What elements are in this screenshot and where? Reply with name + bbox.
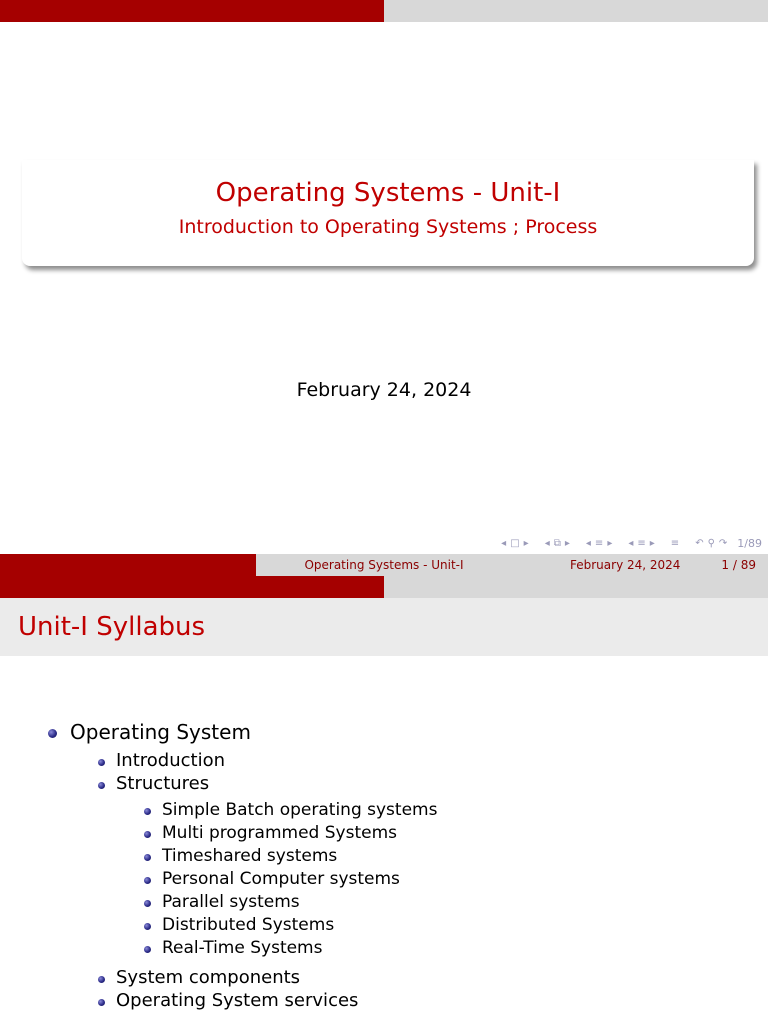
bullet-icon — [144, 900, 151, 907]
header-bar — [0, 576, 768, 598]
list-item — [162, 823, 397, 843]
footer-segment-red — [0, 554, 256, 576]
list-item — [162, 892, 300, 912]
list-item — [162, 869, 400, 889]
list-item-text: Distributed Systems — [162, 915, 335, 935]
header-bar-gray — [384, 576, 768, 598]
list-item-text: Parallel systems — [162, 892, 300, 912]
bullet-icon — [144, 831, 151, 838]
list-item-text: Structures — [116, 773, 210, 794]
bullet-icon — [98, 782, 105, 789]
nav-subsection-next-icon[interactable]: ▸ — [607, 537, 613, 549]
list-item-text: Multi programmed Systems — [162, 823, 397, 843]
footer-title: Operating Systems - Unit-I — [256, 554, 512, 576]
bullet-icon — [98, 976, 105, 983]
list-item — [70, 720, 251, 744]
bullet-icon — [144, 946, 151, 953]
list-item-text: Personal Computer systems — [162, 869, 400, 889]
nav-section-next-icon[interactable]: ▸ — [649, 537, 655, 549]
list-item — [162, 915, 334, 935]
header-bar-red — [0, 0, 384, 22]
list-item — [116, 967, 300, 988]
header-bar — [0, 0, 768, 22]
list-item — [162, 938, 322, 958]
list-item — [116, 990, 358, 1011]
list-item-text: Simple Batch operating systems — [162, 800, 438, 820]
bullet-icon — [144, 854, 151, 861]
bullet-icon — [144, 808, 151, 815]
nav-back-icon[interactable]: ↶ — [695, 537, 704, 549]
nav-section-icon[interactable]: ≡ — [637, 537, 646, 549]
bullet-icon — [98, 999, 105, 1006]
navigation-symbols — [501, 533, 762, 553]
list-item-text: Operating System services — [116, 990, 359, 1011]
presentation-date: February 24, 2024 — [296, 379, 472, 401]
presentation-title: Operating Systems - Unit-I — [215, 178, 561, 208]
header-bar-red — [0, 576, 384, 598]
nav-slide-next-icon[interactable]: ▸ — [523, 537, 529, 549]
list-item-text: Real-Time Systems — [162, 938, 323, 958]
list-item — [116, 773, 209, 794]
bullet-icon — [144, 877, 151, 884]
bullet-icon — [48, 729, 57, 738]
nav-subsection-icon[interactable]: ≡ — [594, 537, 604, 549]
footer-page: 1 / 89 — [721, 558, 756, 572]
presentation-subtitle: Introduction to Operating Systems ; Process — [178, 216, 598, 238]
footer-bar — [0, 554, 768, 576]
list-item-text: Operating System — [70, 720, 251, 744]
page-indicator: 1/89 — [737, 536, 762, 550]
list-item-text: Introduction — [116, 750, 226, 771]
frame-title: Unit-I Syllabus — [0, 598, 768, 656]
nav-slide-icon[interactable]: □ — [510, 537, 520, 549]
footer-right — [512, 554, 768, 576]
nav-section-prev-icon[interactable]: ◂ — [628, 537, 634, 549]
nav-frame-prev-icon[interactable]: ◂ — [544, 537, 550, 549]
bullet-icon — [144, 923, 151, 930]
nav-frame-next-icon[interactable]: ▸ — [564, 537, 570, 549]
list-item-text: Timeshared systems — [162, 846, 338, 866]
syllabus-slide — [0, 576, 768, 1024]
nav-document-icon[interactable]: ≡ — [670, 537, 680, 549]
list-item — [162, 800, 437, 820]
footer-date: February 24, 2024 — [570, 558, 681, 572]
list-item — [116, 750, 225, 771]
title-box — [22, 160, 754, 266]
nav-subsection-prev-icon[interactable]: ◂ — [585, 537, 591, 549]
header-bar-gray — [384, 0, 768, 22]
nav-forward-icon[interactable]: ↷ — [718, 537, 728, 549]
nav-search-icon[interactable]: ⚲ — [707, 537, 715, 549]
nav-slide-prev-icon[interactable]: ◂ — [501, 537, 507, 549]
nav-frame-icon[interactable]: ⧉ — [553, 537, 561, 549]
bullet-icon — [98, 759, 105, 766]
list-item — [162, 846, 337, 866]
list-item-text: System components — [116, 967, 301, 988]
